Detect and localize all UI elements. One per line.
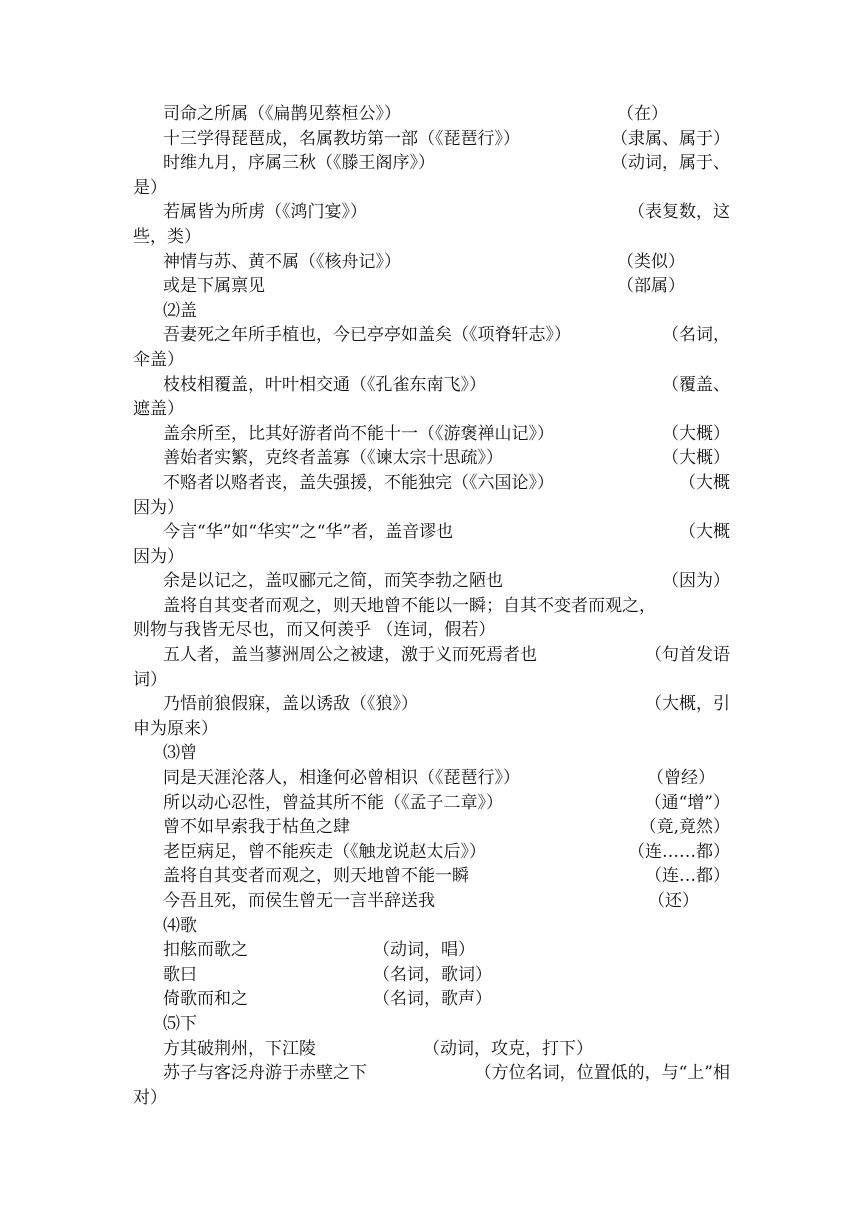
example-sentence: 盖将自其变者而观之，则天地曾不能以一瞬；自其不变者而观之， [163, 595, 656, 616]
text-line [133, 1086, 730, 1111]
text-line [133, 373, 730, 398]
example-sentence: 或是下属禀见 [163, 276, 265, 297]
meaning-annotation: （还） [648, 891, 699, 911]
text-line [133, 274, 730, 299]
continuation-text: 伞盖） [133, 349, 184, 370]
section-heading [133, 741, 730, 766]
meaning-annotation: （在） [617, 104, 668, 124]
text-line [133, 618, 730, 643]
text-line [133, 397, 730, 422]
example-sentence: 时维九月，序属三秋（《滕王阁序》） [163, 153, 435, 174]
text-line [133, 200, 730, 225]
text-line [133, 569, 730, 594]
continuation-text: 遮盖） [133, 399, 184, 420]
text-line [133, 496, 730, 521]
meaning-annotation: （句首发语 [645, 645, 730, 666]
example-sentence: 倚歌而和之 [163, 989, 248, 1010]
meaning-annotation: （方位名词，位置低的，与“上”相 [474, 1063, 730, 1084]
meaning-annotation: （连……都） [628, 841, 730, 862]
meaning-annotation: （竟,竟然） [639, 817, 730, 838]
example-sentence: 曾不如早索我于枯鱼之肆 [163, 817, 350, 838]
meaning-annotation: （名词，歌声） [373, 989, 492, 1010]
meaning-annotation: （隶属、属于） [611, 128, 730, 149]
meaning-annotation: （类似） [617, 251, 685, 272]
meaning-annotation: （动词，属于、 [611, 153, 730, 174]
text-line [133, 668, 730, 693]
meaning-annotation: （连…都） [645, 866, 730, 887]
example-sentence: 神情与苏、黄不属（《核舟记》） [163, 251, 401, 272]
example-sentence: 老臣病足，曾不能疾走（《触龙说赵太后》） [163, 841, 486, 862]
section-heading-text: ⑶曾 [163, 743, 197, 764]
example-sentence: 所以动心忍性，曾益其所不能（《孟子二章》） [163, 792, 503, 813]
meaning-annotation: （大概 [679, 472, 730, 493]
section-heading [133, 1012, 730, 1037]
text-line [133, 889, 730, 914]
meaning-annotation: （曾经） [647, 768, 715, 789]
meaning-annotation: （大概，引 [645, 694, 730, 715]
example-sentence: 乃悟前狼假寐，盖以诱敌（《狼》） [163, 694, 418, 715]
example-sentence: 方其破荆州，下江陵 [163, 1038, 316, 1059]
example-sentence: 今言“华”如“华实”之“华”者，盖音谬也 [163, 522, 454, 543]
section-heading [133, 914, 730, 939]
text-line [133, 864, 730, 889]
text-line [133, 963, 730, 988]
text-line [133, 176, 730, 201]
section-heading-text: ⑷歌 [163, 915, 197, 936]
meaning-annotation: （通“增”） [644, 792, 730, 813]
text-line [133, 1037, 730, 1062]
text-line [133, 938, 730, 963]
text-line [133, 643, 730, 668]
example-sentence: 吾妻死之年所手植也，今已亭亭如盖矣（《项脊轩志》） [163, 325, 571, 346]
example-sentence: 十三学得琵琶成，名属教坊第一部（《琵琶行》） [163, 128, 520, 149]
example-sentence: 不赂者以赂者丧，盖失强援，不能独完（《六国论》） [163, 472, 554, 493]
continuation-text: 词） [133, 669, 167, 690]
example-sentence: 扣舷而歌之 [163, 940, 248, 961]
text-line [133, 446, 730, 471]
example-sentence: 同是天涯沦落人，相逢何必曾相识（《琵琶行》） [163, 768, 520, 789]
example-sentence: 盖将自其变者而观之，则天地曾不能一瞬 [163, 866, 469, 887]
example-sentence: 歌曰 [163, 964, 197, 985]
example-sentence: 苏子与客泛舟游于赤壁之下 [163, 1063, 367, 1084]
example-sentence: 余是以记之，盖叹郦元之简，而笑李勃之陋也 [163, 571, 503, 592]
example-sentence: 若属皆为所虏（《鸿门宴》） [163, 202, 367, 223]
text-line [133, 987, 730, 1012]
text-line [133, 323, 730, 348]
text-line [133, 840, 730, 865]
text-line [133, 250, 730, 275]
text-line [133, 127, 730, 152]
text-line [133, 422, 730, 447]
meaning-annotation: （部属） [617, 276, 685, 297]
example-sentence: 枝枝相覆盖，叶叶相交通（《孔雀东南飞》） [163, 374, 486, 395]
text-line [133, 102, 730, 127]
section-heading-text: ⑵盖 [163, 300, 197, 321]
text-line [133, 471, 730, 496]
text-line [133, 1061, 730, 1086]
text-line [133, 545, 730, 570]
continuation-text: 则物与我皆无尽也，而又何羡乎 （连词，假若） [133, 620, 496, 641]
section-heading-text: ⑸下 [163, 1013, 197, 1034]
text-line [133, 717, 730, 742]
example-sentence: 盖余所至，比其好游者尚不能十一（《游褒禅山记》） [163, 423, 554, 444]
meaning-annotation: （覆盖、 [662, 374, 730, 395]
text-line [133, 594, 730, 619]
meaning-annotation: （动词，攻克，打下） [423, 1038, 593, 1059]
continuation-text: 是） [133, 177, 167, 198]
section-heading [133, 299, 730, 324]
text-line [133, 520, 730, 545]
meaning-annotation: （大概） [662, 448, 730, 469]
text-line [133, 791, 730, 816]
continuation-text: 申为原来） [133, 718, 218, 739]
example-sentence: 今吾且死，而侯生曾无一言半辞送我 [163, 891, 435, 911]
meaning-annotation: （因为） [662, 571, 730, 592]
continuation-text: 因为） [133, 497, 184, 518]
meaning-annotation: （大概） [662, 423, 730, 444]
text-line [133, 151, 730, 176]
example-sentence: 司命之所属（《扁鹊见蔡桓公》） [163, 104, 401, 124]
meaning-annotation: （表复数，这 [628, 202, 730, 223]
document-body [133, 102, 730, 1110]
text-line [133, 815, 730, 840]
meaning-annotation: （名词， [662, 325, 730, 346]
text-line [133, 766, 730, 791]
meaning-annotation: （动词，唱） [373, 940, 475, 961]
continuation-text: 些，类） [133, 226, 201, 247]
continuation-text: 因为） [133, 546, 184, 567]
meaning-annotation: （名词，歌词） [373, 964, 492, 985]
text-line [133, 348, 730, 373]
text-line [133, 225, 730, 250]
example-sentence: 善始者实繁，克终者盖寡（《谏太宗十思疏》） [163, 448, 503, 469]
continuation-text: 对） [133, 1087, 167, 1108]
meaning-annotation: （大概 [679, 522, 730, 543]
text-line [133, 692, 730, 717]
example-sentence: 五人者，盖当蓼洲周公之被逮，激于义而死焉者也 [163, 645, 537, 666]
